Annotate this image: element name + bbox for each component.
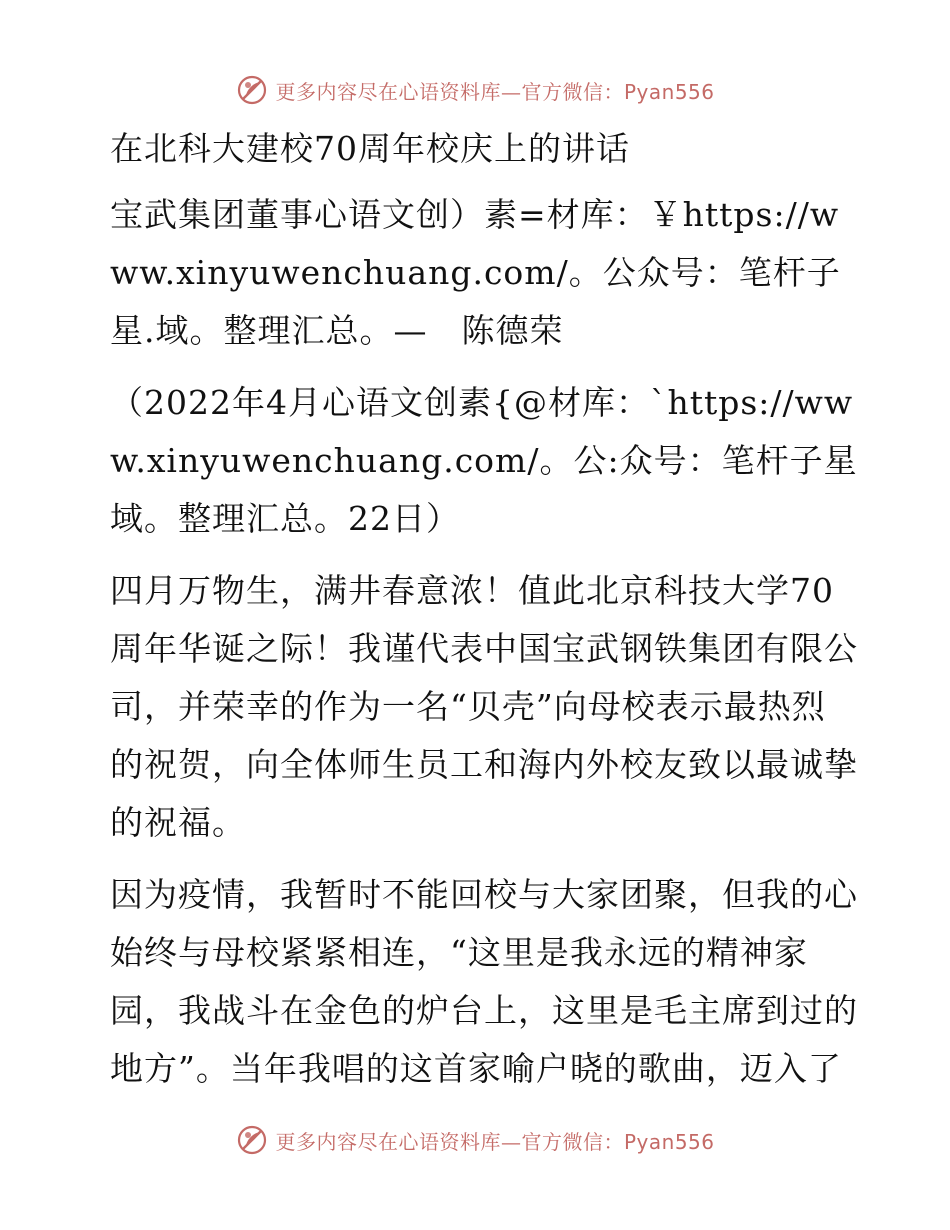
- banner-text: 更多内容尽在心语资料库—官方微信：Pyan556: [275, 1129, 715, 1154]
- document-title: 在北科大建校70周年校庆上的讲话: [110, 129, 630, 168]
- banner-text: 更多内容尽在心语资料库—官方微信：Pyan556: [275, 79, 715, 104]
- document-body: [98, 120, 858, 1112]
- feather-quill-logo-icon: [235, 73, 269, 107]
- paragraph-2: 因为疫情，我暂时不能回校与大家团聚，但我的心始终与母校紧紧相连，“这里是我永远的精神家园，我战斗在金色的炉台上，这里是毛主席到过的地方”。当年我唱的这首家喻户晓的歌曲，迈入了: [110, 875, 858, 1088]
- feather-quill-logo-icon: [235, 1123, 269, 1157]
- byline: 宝武集团董事心语文创）素=材库：￥https://www.xinyuwenchuang.com/。公众号：笔杆子星.域。整理汇总。— 陈德荣: [110, 195, 841, 350]
- header-watermark-banner: [0, 70, 950, 110]
- footer-watermark-banner: [0, 1120, 950, 1160]
- date-line: （2022年4月心语文创素{@材库：`https://www.xinyuwenchuang.com/。公:众号：笔杆子星域。整理汇总。22日）: [110, 383, 858, 538]
- paragraph-1: 四月万物生，满井春意浓！值此北京科技大学70周年华诞之际！我谨代表中国宝武钢铁集团有限公司，并荣幸的作为一名“贝壳”向母校表示最热烈的祝贺，向全体师生员工和海内外校友致以最诚挚的祝福。: [110, 571, 858, 842]
